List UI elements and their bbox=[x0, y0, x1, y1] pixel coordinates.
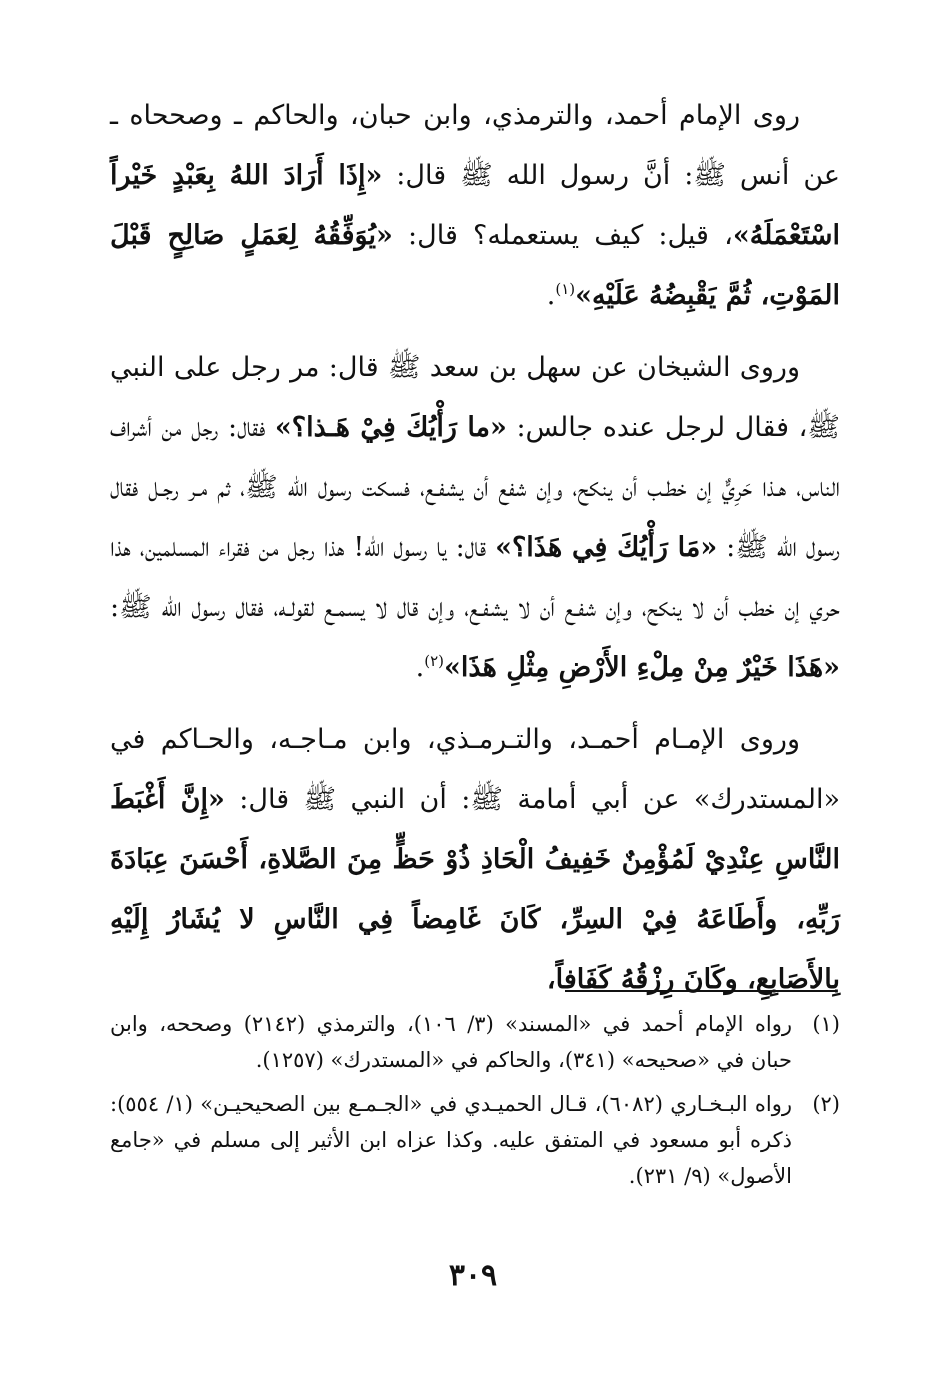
main-text bbox=[110, 86, 840, 1022]
paragraph-2-middle: فقال: رجل من أشراف الناس، هـذا حَرِيٌّ إن خطـب أن ينكح، وإن شفع أن يشفـع، فسكت رسول الله ﷺ، ثم مـر رجـل فقال رسول الله ﷺ: bbox=[110, 412, 840, 563]
page-number: ٣٠٩ bbox=[448, 1258, 498, 1293]
footnote-2 bbox=[110, 1086, 840, 1194]
hadith-quote: «مَا رَأْيُكَ فِي هَذَا؟» bbox=[495, 532, 718, 563]
footnote-text: رواه البـخـاري (٦٠٨٢)، قـال الحميـدي في «الجـمـع بين الصحيحيـن» (١/ ٥٥٤): ذكره أبو مسعود في المتفق عليه. وكذا عزاه ابن الأثير إلى مسلم في «جامع الأصول» (٩/ ٢٣١). bbox=[110, 1092, 792, 1188]
paragraph-2-middle-2: قال: يا رسول الله! هذا رجل من فقراء المسلمين، هذا حري إن خطب أن لا ينكح، وإن شفـع أن لا يشفـع، وإن قال لا يسمـع لقولـه، فقال رسول الله ﷺ: bbox=[110, 532, 840, 623]
paragraph-1-text: روى الإمام أحمد، والترمذي، وابن حبان، والحاكم ـ وصححاه ـ عن أنس ﷺ: أنَّ رسول الله ﷺ قال: bbox=[110, 100, 840, 191]
footnotes bbox=[110, 1006, 840, 1202]
hadith-quote: «ما رَأْيُكَ فِيْ هَـذا؟» bbox=[274, 412, 507, 443]
paragraph-3-text: وروى الإمـام أحمـد، والتـرمـذي، وابن مـاجـه، والحـاكم في «المستدرك» عن أبي أمامة ﷺ: أن النبي ﷺ قال: bbox=[110, 724, 840, 815]
footnote-text: رواه الإمام أحمد في «المسند» (٣/ ١٠٦)، والترمذي (٢١٤٢) وصححه، وابن حبان في «صحيحه» (٣٤١)، والحاكم في «المستدرك» (١٢٥٧). bbox=[110, 1012, 792, 1072]
paragraph-2 bbox=[110, 338, 840, 698]
hadith-quote: «هَذَا خَيْرٌ مِنْ مِلْءِ الأَرْضِ مِثْلِ هَذَا» bbox=[444, 652, 840, 683]
hadith-quote: «يُوَفِّقُهُ لِعَمَلٍ صَالِحٍ قَبْلَ المَوْتِ، ثُمَّ يَقْبِضُهُ عَلَيْهِ» bbox=[110, 220, 840, 311]
paragraph-2-end: . bbox=[415, 652, 425, 683]
hadith-quote: «إِنَّ أَغْبَطَ النَّاسِ عِنْدِيْ لَمُؤْمِنٌ خَفِيفُ الْحَاذِ ذُوْ حَظٍّ مِنَ الصَّلاةِ، أَحْسَنَ عِبَادَةَ رَبِّهِ، وأَطَاعَهُ فِيْ السِرِّ، كَانَ غَامِضاً فِي النَّاسِ لا يُشَارُ إِلَيْهِ بِالأَصَابِعِ، وكَانَ رِزْقُهُ كَفَافاً، bbox=[110, 784, 840, 995]
paragraph-3 bbox=[110, 710, 840, 1010]
hadith-quote: «إِذَا أَرَادَ اللهُ بِعَبْدٍ خَيْراً اسْتَعْمَلَهُ» bbox=[110, 160, 841, 251]
footnote-divider bbox=[565, 990, 835, 992]
paragraph-1-end: . bbox=[546, 280, 556, 311]
footnote-ref-2[interactable]: (٢) bbox=[424, 652, 445, 670]
paragraph-1 bbox=[110, 86, 840, 326]
footnote-number: (١) bbox=[812, 1012, 840, 1036]
paragraph-1-middle: ، قيل: كيف يستعمله؟ قال: bbox=[392, 220, 733, 251]
footnote-number: (٢) bbox=[812, 1092, 840, 1116]
footnote-ref-1[interactable]: (١) bbox=[555, 280, 576, 298]
footnote-1 bbox=[110, 1006, 840, 1078]
paragraph-2-text: وروى الشيخان عن سهل بن سعد ﷺ قال: مر رجل على النبي ﷺ، فقال لرجل عنده جالس: bbox=[110, 352, 840, 443]
